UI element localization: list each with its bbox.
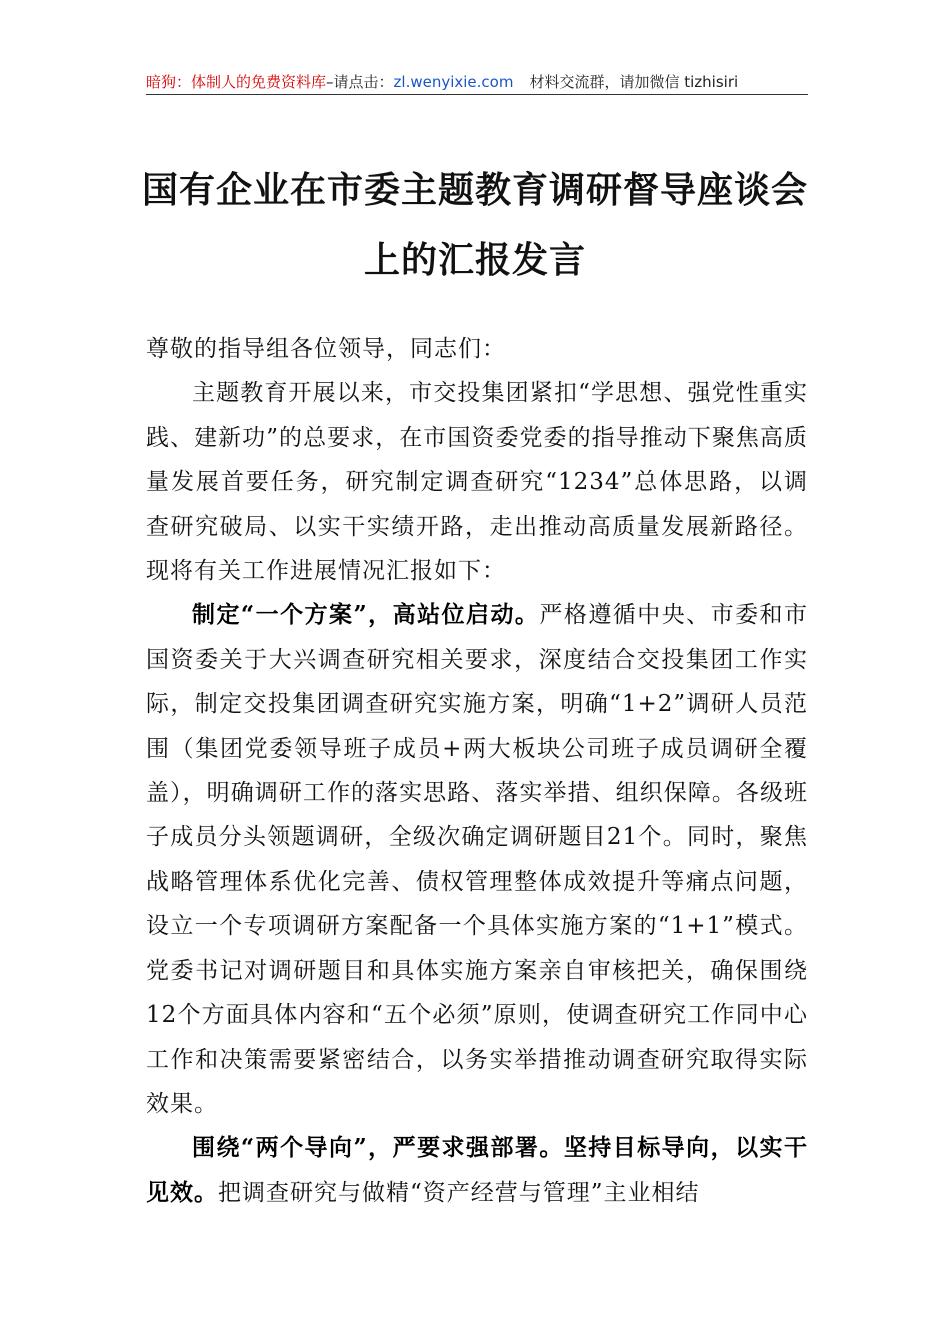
- salutation: 尊敬的指导组各位领导，同志们：: [146, 336, 506, 362]
- paragraph-heading: 围绕“两个导向”，严要求强部署。坚持目标导向，以实干见效。: [146, 1134, 808, 1206]
- paragraph-one-plan: [146, 593, 808, 1126]
- paragraph-two-orientations: [146, 1126, 808, 1215]
- document-body: [146, 327, 808, 1215]
- document-title-line-1: 国有企业在市委主题教育调研督导座谈会: [141, 169, 808, 211]
- header-click-prompt: –请点击：: [326, 73, 394, 91]
- document-title-line-2: 上的汇报发言: [363, 239, 586, 281]
- paragraph-text: 严格遵循中央、市委和市国资委关于大兴调查研究相关要求，深度结合交投集团工作实际，制定交投集团调查研究实施方案，明确“1+2”调研人员范围（集团党委领导班子成员+两大板块公司班子成员调研全覆盖），明确调研工作的落实思路、落实举措、组织保障。各级班子成员分头领题调研，全级次确定调研题目21个。同时，聚焦战略管理体系优化完善、债权管理整体成效提升等痛点问题，设立一个专项调研方案配备一个具体实施方案的“1+1”模式。党委书记对调研题目和具体实施方案亲自审核把关，确保围绕12个方面具体内容和“五个必须”原则，使调查研究工作同中心工作和决策需要紧密结合，以务实举措推动调查研究取得实际效果。: [146, 602, 809, 1117]
- header-promo-text: 暗狗：体制人的免费资料库: [146, 73, 327, 91]
- paragraph-heading: 制定“一个方案”，高站位启动。: [192, 601, 540, 629]
- header-contact-text: 材料交流群，请加微信 tizhisiri: [529, 73, 739, 91]
- paragraph-text: 把调查研究与做精“资产经营与管理”主业相结: [218, 1179, 700, 1206]
- paragraph-intro: 主题教育开展以来，市交投集团紧扣“学思想、强党性重实践、建新功”的总要求，在市国资委党委的指导推动下聚焦高质量发展首要任务，研究制定调查研究“1234”总体思路，以调查研究破局、以实干实绩开路，走出推动高质量发展新路径。现将有关工作进展情况汇报如下：: [146, 380, 808, 585]
- document-header: [146, 70, 808, 95]
- header-link[interactable]: zl.wenyixie.com: [393, 73, 514, 91]
